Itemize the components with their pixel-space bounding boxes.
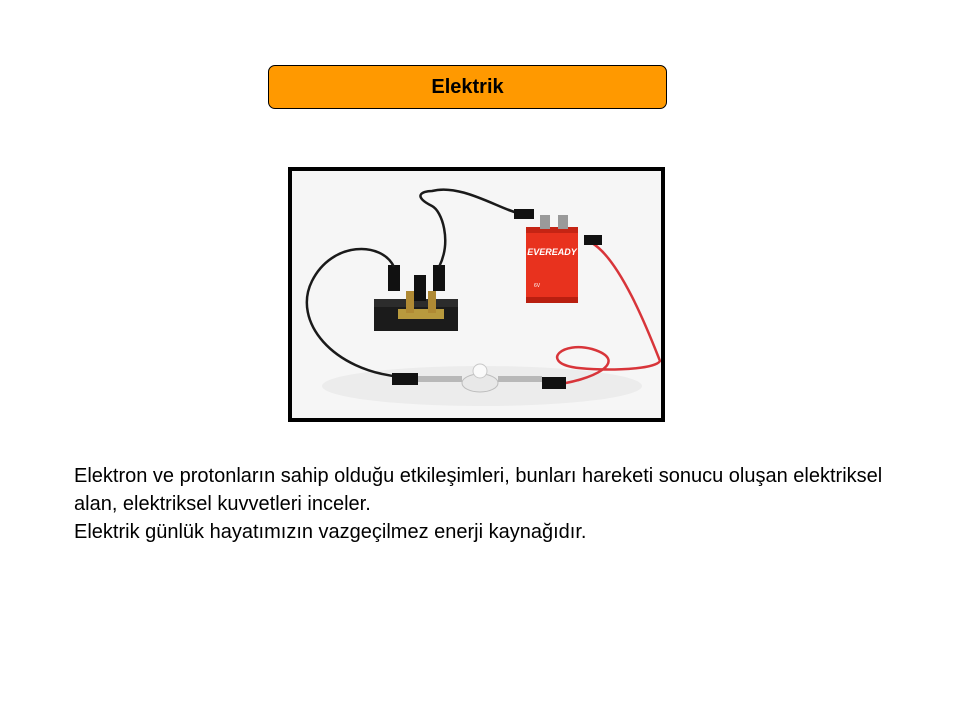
switch-plug-left — [388, 265, 400, 291]
switch-plug-right — [433, 265, 445, 291]
title-box — [268, 65, 667, 109]
battery-model-label: 6V — [534, 283, 541, 289]
battery-terminal-left — [540, 215, 550, 229]
bulb — [473, 364, 487, 378]
slide-title: Elektrik — [431, 75, 504, 98]
battery-terminal-right — [558, 215, 568, 229]
black-plug-top — [514, 209, 534, 219]
clip-plug-left — [392, 373, 418, 385]
clip-plug-right — [542, 377, 566, 389]
alligator-clip-left — [418, 376, 462, 382]
red-plug — [584, 235, 602, 245]
circuit-photo-frame — [288, 167, 665, 422]
battery — [526, 215, 578, 303]
switch-handle — [414, 275, 426, 301]
body-text — [74, 462, 894, 546]
battery-brand-label: EVEREADY — [527, 247, 577, 257]
switch-contacts — [398, 309, 444, 319]
circuit-photo — [292, 171, 661, 418]
battery-body — [526, 227, 578, 303]
alligator-clip-right — [498, 376, 542, 382]
body-paragraph: Elektron ve protonların sahip olduğu etkileşimleri, bunları hareketi sonucu oluşan elektriksel alan, elektriksel kuvvetleri inceler. — [74, 465, 883, 515]
body-paragraph: Elektrik günlük hayatımızın vazgeçilmez enerji kaynağıdır. — [74, 521, 587, 543]
